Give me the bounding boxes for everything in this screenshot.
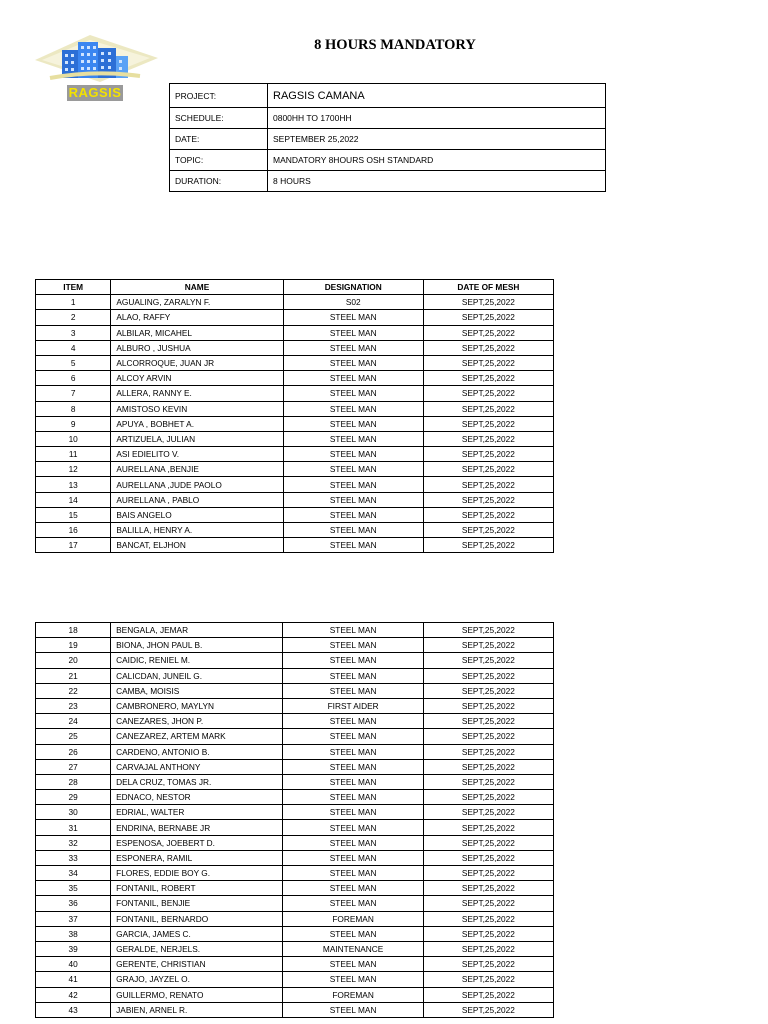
item-cell: 24 bbox=[36, 714, 111, 729]
info-row-schedule bbox=[170, 108, 606, 129]
name-cell: ALCOY ARVIN bbox=[111, 371, 283, 386]
table-row bbox=[36, 492, 554, 507]
name-cell: CAMBA, MOISIS bbox=[111, 683, 283, 698]
item-cell: 26 bbox=[36, 744, 111, 759]
item-cell: 43 bbox=[36, 1002, 111, 1017]
name-cell: BAIS ANGELO bbox=[111, 507, 283, 522]
info-label: TOPIC: bbox=[170, 150, 268, 171]
designation-cell: STEEL MAN bbox=[283, 507, 423, 522]
table-row bbox=[36, 538, 554, 553]
name-cell: CARVAJAL ANTHONY bbox=[111, 759, 283, 774]
date-cell: SEPT,25,2022 bbox=[423, 698, 553, 713]
designation-cell: STEEL MAN bbox=[283, 325, 423, 340]
item-cell: 19 bbox=[36, 638, 111, 653]
date-cell: SEPT,25,2022 bbox=[423, 447, 553, 462]
date-cell: SEPT,25,2022 bbox=[423, 759, 553, 774]
table-row bbox=[36, 623, 554, 638]
table-row bbox=[36, 926, 554, 941]
table-row bbox=[36, 820, 554, 835]
date-cell: SEPT,25,2022 bbox=[423, 850, 553, 865]
info-label: PROJECT: bbox=[170, 84, 268, 108]
table-row bbox=[36, 462, 554, 477]
table-row bbox=[36, 668, 554, 683]
name-cell: FONTANIL, BENJIE bbox=[111, 896, 283, 911]
designation-cell: FIRST AIDER bbox=[283, 698, 423, 713]
name-cell: AURELLANA , PABLO bbox=[111, 492, 283, 507]
table-row bbox=[36, 310, 554, 325]
designation-cell: STEEL MAN bbox=[283, 835, 423, 850]
designation-cell: STEEL MAN bbox=[283, 896, 423, 911]
designation-cell: STEEL MAN bbox=[283, 866, 423, 881]
designation-cell: STEEL MAN bbox=[283, 774, 423, 789]
name-cell: ASI EDIELITO V. bbox=[111, 447, 283, 462]
date-cell: SEPT,25,2022 bbox=[423, 523, 553, 538]
name-cell: BANCAT, ELJHON bbox=[111, 538, 283, 553]
name-cell: CAMBRONERO, MAYLYN bbox=[111, 698, 283, 713]
name-cell: FLORES, EDDIE BOY G. bbox=[111, 866, 283, 881]
info-label: SCHEDULE: bbox=[170, 108, 268, 129]
name-cell: JABIEN, ARNEL R. bbox=[111, 1002, 283, 1017]
designation-cell: STEEL MAN bbox=[283, 355, 423, 370]
table-row bbox=[36, 355, 554, 370]
date-cell: SEPT,25,2022 bbox=[423, 881, 553, 896]
designation-cell: STEEL MAN bbox=[283, 431, 423, 446]
table-row bbox=[36, 759, 554, 774]
table-row bbox=[36, 447, 554, 462]
designation-cell: S02 bbox=[283, 295, 423, 310]
item-cell: 34 bbox=[36, 866, 111, 881]
date-cell: SEPT,25,2022 bbox=[423, 371, 553, 386]
item-cell: 3 bbox=[36, 325, 111, 340]
date-cell: SEPT,25,2022 bbox=[423, 310, 553, 325]
table-row bbox=[36, 866, 554, 881]
name-cell: BENGALA, JEMAR bbox=[111, 623, 283, 638]
item-cell: 27 bbox=[36, 759, 111, 774]
item-cell: 31 bbox=[36, 820, 111, 835]
designation-cell: STEEL MAN bbox=[283, 668, 423, 683]
date-cell: SEPT,25,2022 bbox=[423, 492, 553, 507]
item-cell: 13 bbox=[36, 477, 111, 492]
designation-cell: STEEL MAN bbox=[283, 416, 423, 431]
name-cell: EDRIAL, WALTER bbox=[111, 805, 283, 820]
date-cell: SEPT,25,2022 bbox=[423, 416, 553, 431]
date-cell: SEPT,25,2022 bbox=[423, 477, 553, 492]
date-cell: SEPT,25,2022 bbox=[423, 653, 553, 668]
column-header-item: ITEM bbox=[36, 280, 111, 295]
name-cell: DELA CRUZ, TOMAS JR. bbox=[111, 774, 283, 789]
date-cell: SEPT,25,2022 bbox=[423, 866, 553, 881]
designation-cell: STEEL MAN bbox=[283, 850, 423, 865]
info-value: 0800HH TO 1700HH bbox=[268, 108, 606, 129]
table-row bbox=[36, 972, 554, 987]
item-cell: 23 bbox=[36, 698, 111, 713]
table-row bbox=[36, 698, 554, 713]
info-value: 8 HOURS bbox=[268, 171, 606, 192]
date-cell: SEPT,25,2022 bbox=[423, 926, 553, 941]
designation-cell: STEEL MAN bbox=[283, 340, 423, 355]
designation-cell: STEEL MAN bbox=[283, 1002, 423, 1017]
table-row bbox=[36, 653, 554, 668]
table-row bbox=[36, 774, 554, 789]
designation-cell: STEEL MAN bbox=[283, 926, 423, 941]
attendance-table-2 bbox=[35, 622, 554, 1018]
date-cell: SEPT,25,2022 bbox=[423, 431, 553, 446]
date-cell: SEPT,25,2022 bbox=[423, 911, 553, 926]
designation-cell: STEEL MAN bbox=[283, 523, 423, 538]
table-row bbox=[36, 507, 554, 522]
page-title: 8 HOURS MANDATORY bbox=[314, 37, 476, 53]
date-cell: SEPT,25,2022 bbox=[423, 638, 553, 653]
table-row bbox=[36, 896, 554, 911]
date-cell: SEPT,25,2022 bbox=[423, 729, 553, 744]
date-cell: SEPT,25,2022 bbox=[423, 957, 553, 972]
designation-cell: STEEL MAN bbox=[283, 805, 423, 820]
designation-cell: STEEL MAN bbox=[283, 492, 423, 507]
table-row bbox=[36, 835, 554, 850]
designation-cell: STEEL MAN bbox=[283, 477, 423, 492]
designation-cell: STEEL MAN bbox=[283, 462, 423, 477]
name-cell: FONTANIL, BERNARDO bbox=[111, 911, 283, 926]
table-row bbox=[36, 683, 554, 698]
item-cell: 29 bbox=[36, 790, 111, 805]
designation-cell: STEEL MAN bbox=[283, 744, 423, 759]
name-cell: ESPENOSA, JOEBERT D. bbox=[111, 835, 283, 850]
item-cell: 30 bbox=[36, 805, 111, 820]
item-cell: 38 bbox=[36, 926, 111, 941]
logo-text: RAGSIS bbox=[68, 85, 122, 100]
name-cell: ENDRINA, BERNABE JR bbox=[111, 820, 283, 835]
date-cell: SEPT,25,2022 bbox=[423, 538, 553, 553]
name-cell: AMISTOSO KEVIN bbox=[111, 401, 283, 416]
date-cell: SEPT,25,2022 bbox=[423, 941, 553, 956]
date-cell: SEPT,25,2022 bbox=[423, 401, 553, 416]
name-cell: AURELLANA ,BENJIE bbox=[111, 462, 283, 477]
table-row bbox=[36, 401, 554, 416]
project-info-table bbox=[169, 83, 606, 192]
date-cell: SEPT,25,2022 bbox=[423, 386, 553, 401]
name-cell: ARTIZUELA, JULIAN bbox=[111, 431, 283, 446]
column-header-designation: DESIGNATION bbox=[283, 280, 423, 295]
table-row bbox=[36, 714, 554, 729]
name-cell: CALICDAN, JUNEIL G. bbox=[111, 668, 283, 683]
info-label: DURATION: bbox=[170, 171, 268, 192]
item-cell: 36 bbox=[36, 896, 111, 911]
name-cell: BALILLA, HENRY A. bbox=[111, 523, 283, 538]
item-cell: 40 bbox=[36, 957, 111, 972]
item-cell: 33 bbox=[36, 850, 111, 865]
table-row bbox=[36, 805, 554, 820]
date-cell: SEPT,25,2022 bbox=[423, 325, 553, 340]
info-label: DATE: bbox=[170, 129, 268, 150]
column-header-date: DATE OF MESH bbox=[423, 280, 553, 295]
item-cell: 37 bbox=[36, 911, 111, 926]
name-cell: ALLERA, RANNY E. bbox=[111, 386, 283, 401]
item-cell: 35 bbox=[36, 881, 111, 896]
name-cell: GARCIA, JAMES C. bbox=[111, 926, 283, 941]
designation-cell: STEEL MAN bbox=[283, 538, 423, 553]
designation-cell: STEEL MAN bbox=[283, 683, 423, 698]
name-cell: ALCORROQUE, JUAN JR bbox=[111, 355, 283, 370]
designation-cell: STEEL MAN bbox=[283, 371, 423, 386]
item-cell: 16 bbox=[36, 523, 111, 538]
table-row bbox=[36, 941, 554, 956]
item-cell: 41 bbox=[36, 972, 111, 987]
item-cell: 25 bbox=[36, 729, 111, 744]
table-row bbox=[36, 1002, 554, 1017]
info-row-topic bbox=[170, 150, 606, 171]
table-header-row bbox=[36, 280, 554, 295]
item-cell: 14 bbox=[36, 492, 111, 507]
name-cell: CARDENO, ANTONIO B. bbox=[111, 744, 283, 759]
info-value: RAGSIS CAMANA bbox=[268, 84, 606, 108]
designation-cell: STEEL MAN bbox=[283, 638, 423, 653]
date-cell: SEPT,25,2022 bbox=[423, 623, 553, 638]
attendance-table-1 bbox=[35, 279, 554, 553]
item-cell: 4 bbox=[36, 340, 111, 355]
date-cell: SEPT,25,2022 bbox=[423, 820, 553, 835]
item-cell: 12 bbox=[36, 462, 111, 477]
designation-cell: FOREMAN bbox=[283, 911, 423, 926]
column-header-name: NAME bbox=[111, 280, 283, 295]
table-row bbox=[36, 744, 554, 759]
item-cell: 10 bbox=[36, 431, 111, 446]
table-row bbox=[36, 295, 554, 310]
name-cell: FONTANIL, ROBERT bbox=[111, 881, 283, 896]
date-cell: SEPT,25,2022 bbox=[423, 790, 553, 805]
item-cell: 5 bbox=[36, 355, 111, 370]
name-cell: AGUALING, ZARALYN F. bbox=[111, 295, 283, 310]
date-cell: SEPT,25,2022 bbox=[423, 668, 553, 683]
date-cell: SEPT,25,2022 bbox=[423, 507, 553, 522]
table-row bbox=[36, 431, 554, 446]
name-cell: AURELLANA ,JUDE PAOLO bbox=[111, 477, 283, 492]
designation-cell: STEEL MAN bbox=[283, 447, 423, 462]
name-cell: APUYA , BOBHET A. bbox=[111, 416, 283, 431]
designation-cell: STEEL MAN bbox=[283, 310, 423, 325]
designation-cell: STEEL MAN bbox=[283, 972, 423, 987]
item-cell: 22 bbox=[36, 683, 111, 698]
table-row bbox=[36, 386, 554, 401]
date-cell: SEPT,25,2022 bbox=[423, 1002, 553, 1017]
date-cell: SEPT,25,2022 bbox=[423, 774, 553, 789]
name-cell: ALBILAR, MICAHEL bbox=[111, 325, 283, 340]
date-cell: SEPT,25,2022 bbox=[423, 462, 553, 477]
table-row bbox=[36, 881, 554, 896]
item-cell: 17 bbox=[36, 538, 111, 553]
designation-cell: STEEL MAN bbox=[283, 714, 423, 729]
name-cell: EDNACO, NESTOR bbox=[111, 790, 283, 805]
table-row bbox=[36, 987, 554, 1002]
name-cell: GERALDE, NERJELS. bbox=[111, 941, 283, 956]
designation-cell: STEEL MAN bbox=[283, 820, 423, 835]
item-cell: 15 bbox=[36, 507, 111, 522]
designation-cell: STEEL MAN bbox=[283, 729, 423, 744]
table-row bbox=[36, 523, 554, 538]
table-row bbox=[36, 957, 554, 972]
designation-cell: STEEL MAN bbox=[283, 790, 423, 805]
item-cell: 1 bbox=[36, 295, 111, 310]
item-cell: 42 bbox=[36, 987, 111, 1002]
date-cell: SEPT,25,2022 bbox=[423, 340, 553, 355]
info-row-duration bbox=[170, 171, 606, 192]
designation-cell: STEEL MAN bbox=[283, 386, 423, 401]
name-cell: GUILLERMO, RENATO bbox=[111, 987, 283, 1002]
date-cell: SEPT,25,2022 bbox=[423, 744, 553, 759]
name-cell: GERENTE, CHRISTIAN bbox=[111, 957, 283, 972]
table-row bbox=[36, 325, 554, 340]
table-row bbox=[36, 371, 554, 386]
date-cell: SEPT,25,2022 bbox=[423, 896, 553, 911]
designation-cell: STEEL MAN bbox=[283, 759, 423, 774]
table-row bbox=[36, 416, 554, 431]
designation-cell: STEEL MAN bbox=[283, 881, 423, 896]
item-cell: 7 bbox=[36, 386, 111, 401]
item-cell: 21 bbox=[36, 668, 111, 683]
designation-cell: STEEL MAN bbox=[283, 653, 423, 668]
name-cell: ALBURO , JUSHUA bbox=[111, 340, 283, 355]
item-cell: 8 bbox=[36, 401, 111, 416]
name-cell: GRAJO, JAYZEL O. bbox=[111, 972, 283, 987]
name-cell: CAIDIC, RENIEL M. bbox=[111, 653, 283, 668]
date-cell: SEPT,25,2022 bbox=[423, 835, 553, 850]
name-cell: ALAO, RAFFY bbox=[111, 310, 283, 325]
table-row bbox=[36, 911, 554, 926]
date-cell: SEPT,25,2022 bbox=[423, 972, 553, 987]
date-cell: SEPT,25,2022 bbox=[423, 714, 553, 729]
item-cell: 20 bbox=[36, 653, 111, 668]
date-cell: SEPT,25,2022 bbox=[423, 805, 553, 820]
designation-cell: MAINTENANCE bbox=[283, 941, 423, 956]
info-row-date bbox=[170, 129, 606, 150]
designation-cell: STEEL MAN bbox=[283, 401, 423, 416]
table-row bbox=[36, 729, 554, 744]
table-row bbox=[36, 638, 554, 653]
designation-cell: STEEL MAN bbox=[283, 957, 423, 972]
date-cell: SEPT,25,2022 bbox=[423, 295, 553, 310]
name-cell: BIONA, JHON PAUL B. bbox=[111, 638, 283, 653]
info-value: SEPTEMBER 25,2022 bbox=[268, 129, 606, 150]
item-cell: 11 bbox=[36, 447, 111, 462]
item-cell: 6 bbox=[36, 371, 111, 386]
info-row-project bbox=[170, 84, 606, 108]
table-row bbox=[36, 340, 554, 355]
table-row bbox=[36, 790, 554, 805]
info-value: MANDATORY 8HOURS OSH STANDARD bbox=[268, 150, 606, 171]
item-cell: 32 bbox=[36, 835, 111, 850]
item-cell: 9 bbox=[36, 416, 111, 431]
designation-cell: FOREMAN bbox=[283, 987, 423, 1002]
date-cell: SEPT,25,2022 bbox=[423, 987, 553, 1002]
table-row bbox=[36, 477, 554, 492]
date-cell: SEPT,25,2022 bbox=[423, 355, 553, 370]
item-cell: 18 bbox=[36, 623, 111, 638]
item-cell: 28 bbox=[36, 774, 111, 789]
item-cell: 39 bbox=[36, 941, 111, 956]
item-cell: 2 bbox=[36, 310, 111, 325]
name-cell: CANEZAREZ, ARTEM MARK bbox=[111, 729, 283, 744]
date-cell: SEPT,25,2022 bbox=[423, 683, 553, 698]
designation-cell: STEEL MAN bbox=[283, 623, 423, 638]
table-row bbox=[36, 850, 554, 865]
name-cell: CANEZARES, JHON P. bbox=[111, 714, 283, 729]
name-cell: ESPONERA, RAMIL bbox=[111, 850, 283, 865]
